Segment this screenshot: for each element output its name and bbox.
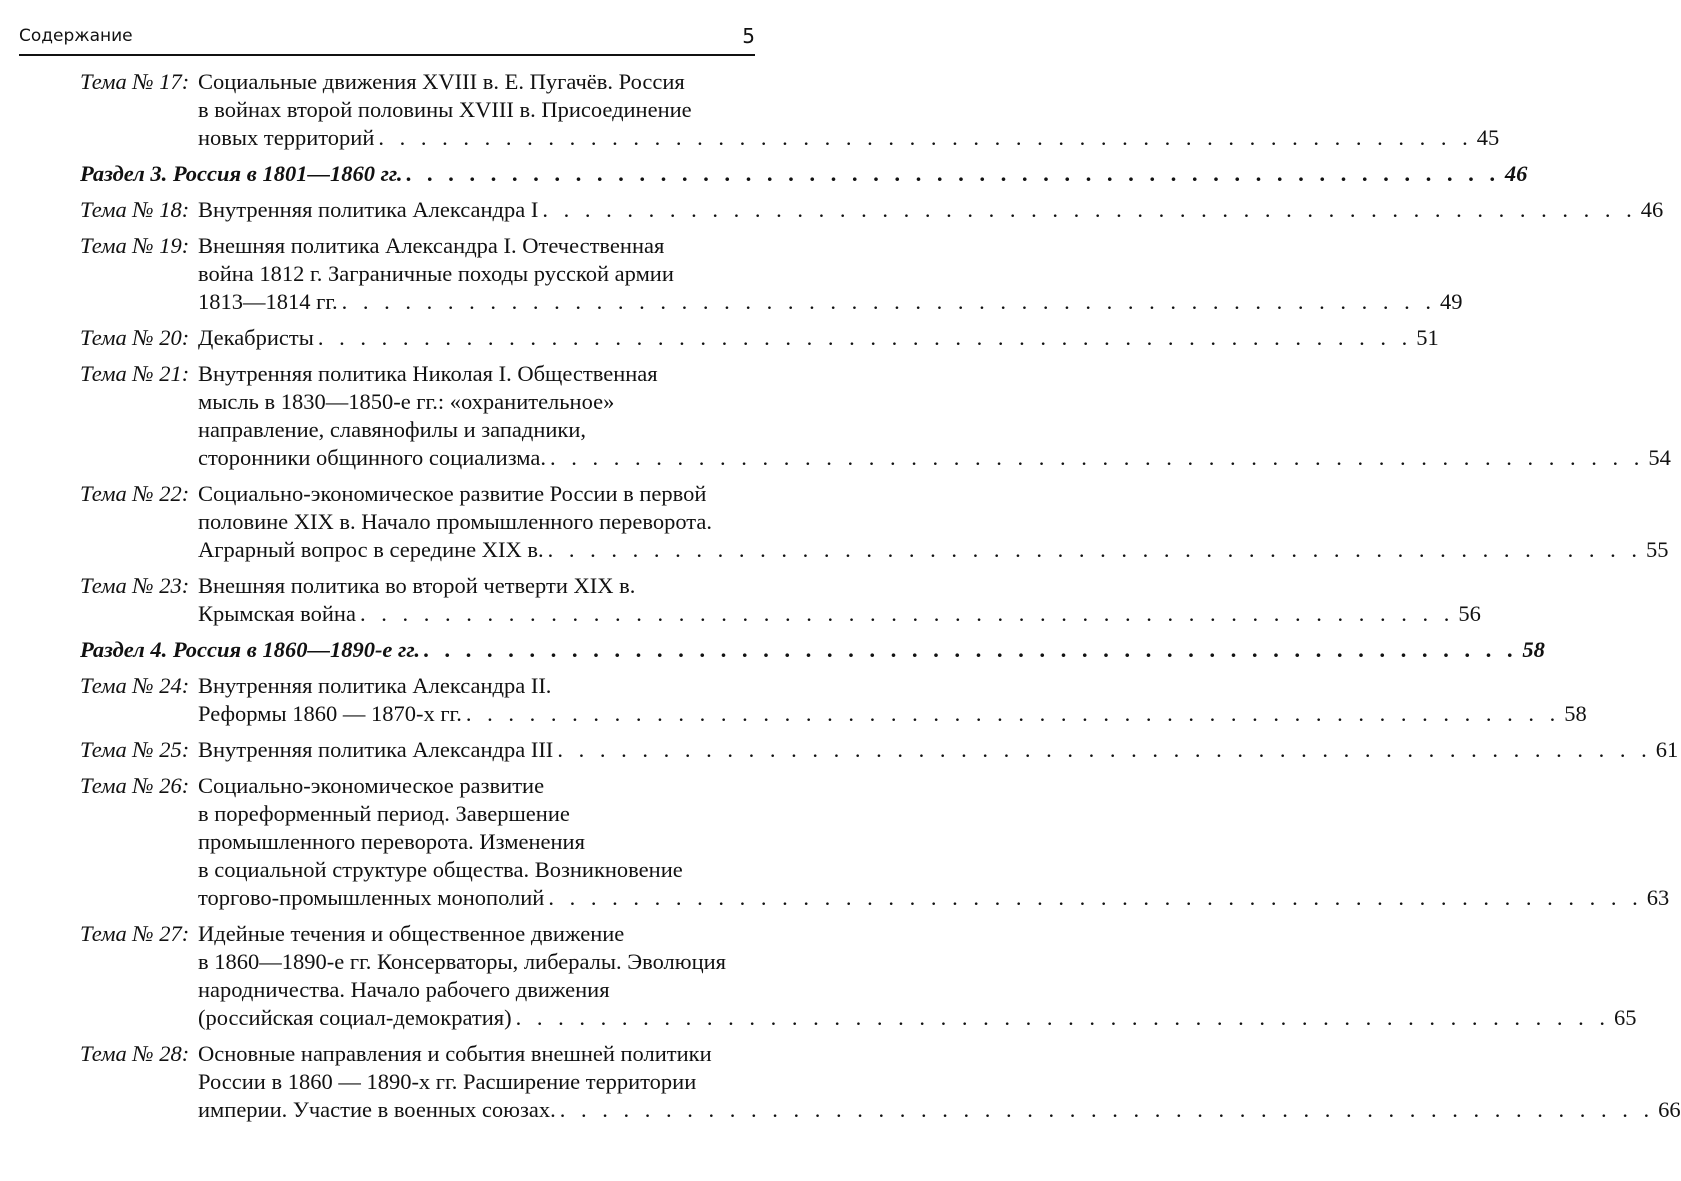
theme-label: Тема № 24:: [80, 673, 190, 698]
theme-text-line: Аграрный вопрос в середине XIX в.: [198, 537, 544, 562]
theme-text-line: Внешняя политика Александра I. Отечественная: [198, 233, 665, 258]
dot-leader: . . . . . . . . . . . . . . . . . . . . . . . . . . . . . . . . . . . . . . . . . . . . . . . . . . . .: [341, 289, 1437, 314]
theme-text-line: в социальной структуре общества. Возникновение: [198, 857, 683, 882]
theme-text-line: Внутренняя политика Александра I: [198, 197, 539, 222]
theme-page-number: 66: [1658, 1097, 1681, 1122]
theme-last-line: [198, 1004, 1637, 1032]
theme-last-line: [198, 444, 1671, 472]
theme-text-line: направление, славянофилы и западники,: [198, 417, 587, 442]
theme-page-number: 65: [1613, 1005, 1637, 1030]
theme-last-line: [198, 288, 1463, 316]
theme-label: Тема № 28:: [80, 1041, 190, 1066]
theme-last-line: [198, 700, 1587, 728]
theme-page-number: 46: [1640, 197, 1664, 222]
toc-theme: [80, 480, 1669, 564]
theme-page-number: 45: [1476, 125, 1500, 150]
toc-section: [80, 636, 1545, 664]
theme-text-line: России в 1860 — 1890-х гг. Расширение территории: [198, 1069, 697, 1094]
theme-body: [198, 324, 1439, 352]
theme-body: [198, 736, 1679, 764]
theme-label: Тема № 18:: [80, 197, 190, 222]
toc-section-line: [80, 160, 1527, 188]
theme-text-line: в пореформенный период. Завершение: [198, 801, 570, 826]
section-page-number: 58: [1522, 637, 1545, 662]
toc-section: [80, 160, 1528, 188]
theme-body: [198, 68, 1500, 152]
toc-theme: [80, 360, 1671, 472]
theme-last-line: [198, 600, 1481, 628]
toc-section-line: [80, 636, 1545, 664]
theme-text-line: война 1812 г. Заграничные походы русской армии: [198, 261, 674, 286]
theme-label: Тема № 20:: [80, 325, 190, 350]
dot-leader: . . . . . . . . . . . . . . . . . . . . . . . . . . . . . . . . . . . . . . . . . . . . . . . . . . . .: [547, 537, 1643, 562]
dot-leader: . . . . . . . . . . . . . . . . . . . . . . . . . . . . . . . . . . . . . . . . . . . . . . . . . . . .: [559, 1097, 1655, 1122]
dot-leader: . . . . . . . . . . . . . . . . . . . . . . . . . . . . . . . . . . . . . . . . . . . . . . . . . . . .: [317, 325, 1413, 350]
dot-leader: . . . . . . . . . . . . . . . . . . . . . . . . . . . . . . . . . . . . . . . . . . . . . . . . . . . .: [515, 1005, 1610, 1030]
theme-last-line: [198, 536, 1669, 564]
theme-page-number: 49: [1440, 289, 1463, 314]
theme-text-line: Крымская война: [198, 601, 356, 626]
dot-leader: . . . . . . . . . . . . . . . . . . . . . . . . . . . . . . . . . . . . . . . . . . . . . . . . . . . .: [423, 637, 1519, 662]
running-head-title: Содержание: [19, 26, 133, 46]
dot-leader: . . . . . . . . . . . . . . . . . . . . . . . . . . . . . . . . . . . . . . . . . . . . . . . . . . . .: [378, 125, 1473, 150]
theme-page-number: 55: [1646, 537, 1669, 562]
theme-page-number: 63: [1646, 885, 1670, 910]
theme-label: Тема № 26:: [80, 773, 190, 798]
dot-leader: . . . . . . . . . . . . . . . . . . . . . . . . . . . . . . . . . . . . . . . . . . . . . . . . . . . .: [557, 737, 1652, 762]
dot-leader: . . . . . . . . . . . . . . . . . . . . . . . . . . . . . . . . . . . . . . . . . . . . . . . . . . . .: [549, 445, 1645, 470]
toc-theme: [80, 672, 1587, 728]
theme-last-line: [198, 196, 1664, 224]
theme-label: Тема № 27:: [80, 921, 190, 946]
theme-label: Тема № 22:: [80, 481, 190, 506]
theme-last-line: [198, 884, 1670, 912]
toc-theme: [80, 68, 1500, 152]
page-number: 5: [742, 24, 755, 48]
theme-text-line: в войнах второй половины XVIII в. Присоединение: [198, 97, 692, 122]
page-header: [19, 24, 755, 56]
theme-text-line: Декабристы: [198, 325, 314, 350]
table-of-contents: [80, 68, 1681, 1132]
theme-body: [198, 480, 1669, 564]
theme-text-line: Реформы 1860 — 1870-х гг.: [198, 701, 462, 726]
theme-page-number: 51: [1416, 325, 1439, 350]
toc-theme: [80, 772, 1670, 912]
theme-label: Тема № 17:: [80, 69, 190, 94]
theme-text-line: Основные направления и события внешней политики: [198, 1041, 712, 1066]
theme-text-line: народничества. Начало рабочего движения: [198, 977, 610, 1002]
section-page-number: 46: [1504, 161, 1528, 186]
dot-leader: . . . . . . . . . . . . . . . . . . . . . . . . . . . . . . . . . . . . . . . . . . . . . . . . . . . .: [465, 701, 1561, 726]
theme-text-line: (российская социал-демократия): [198, 1005, 512, 1030]
theme-body: [198, 232, 1463, 316]
theme-body: [198, 572, 1481, 628]
theme-body: [198, 1040, 1681, 1124]
theme-text-line: Социально-экономическое развитие России в первой: [198, 481, 707, 506]
theme-text-line: Идейные течения и общественное движение: [198, 921, 625, 946]
theme-last-line: [198, 1096, 1681, 1124]
theme-page-number: 61: [1655, 737, 1679, 762]
theme-text-line: Внешняя политика во второй четверти XIX в.: [198, 573, 636, 598]
theme-body: [198, 772, 1670, 912]
theme-page-number: 54: [1648, 445, 1671, 470]
section-title: Раздел 4. Россия в 1860—1890-е гг.: [80, 637, 420, 662]
toc-theme: [80, 196, 1664, 224]
dot-leader: . . . . . . . . . . . . . . . . . . . . . . . . . . . . . . . . . . . . . . . . . . . . . . . . . . . .: [548, 885, 1643, 910]
theme-label: Тема № 23:: [80, 573, 190, 598]
theme-text-line: торгово-промышленных монополий: [198, 885, 545, 910]
theme-text-line: половине XIX в. Начало промышленного переворота.: [198, 509, 713, 534]
theme-text-line: Внутренняя политика Николая I. Общественная: [198, 361, 658, 386]
theme-body: [198, 360, 1671, 472]
theme-body: [198, 920, 1637, 1032]
theme-page-number: 58: [1564, 701, 1587, 726]
theme-last-line: [198, 324, 1439, 352]
theme-last-line: [198, 736, 1679, 764]
toc-theme: [80, 1040, 1681, 1124]
theme-text-line: промышленного переворота. Изменения: [198, 829, 585, 854]
theme-label: Тема № 21:: [80, 361, 190, 386]
theme-text-line: Социально-экономическое развитие: [198, 773, 545, 798]
dot-leader: . . . . . . . . . . . . . . . . . . . . . . . . . . . . . . . . . . . . . . . . . . . . . . . . . . . .: [406, 161, 1501, 186]
theme-text-line: Внутренняя политика Александра III: [198, 737, 554, 762]
toc-theme: [80, 572, 1481, 628]
theme-page-number: 56: [1458, 601, 1481, 626]
toc-theme: [80, 324, 1439, 352]
theme-body: [198, 672, 1587, 728]
toc-theme: [80, 736, 1679, 764]
toc-theme: [80, 920, 1637, 1032]
theme-text-line: сторонники общинного социализма.: [198, 445, 546, 470]
theme-last-line: [198, 124, 1500, 152]
theme-text-line: мысль в 1830—1850-е гг.: «охранительное»: [198, 389, 615, 414]
theme-text-line: Социальные движения XVIII в. Е. Пугачёв. Россия: [198, 69, 685, 94]
dot-leader: . . . . . . . . . . . . . . . . . . . . . . . . . . . . . . . . . . . . . . . . . . . . . . . . . . . .: [359, 601, 1455, 626]
theme-text-line: в 1860—1890-е гг. Консерваторы, либералы. Эволюция: [198, 949, 727, 974]
theme-text-line: новых территорий: [198, 125, 375, 150]
theme-text-line: 1813—1814 гг.: [198, 289, 338, 314]
section-title: Раздел 3. Россия в 1801—1860 гг.: [80, 161, 403, 186]
toc-theme: [80, 232, 1463, 316]
theme-text-line: Внутренняя политика Александра II.: [198, 673, 552, 698]
theme-body: [198, 196, 1664, 224]
theme-label: Тема № 25:: [80, 737, 190, 762]
theme-text-line: империи. Участие в военных союзах.: [198, 1097, 556, 1122]
dot-leader: . . . . . . . . . . . . . . . . . . . . . . . . . . . . . . . . . . . . . . . . . . . . . . . . . . . .: [542, 197, 1637, 222]
theme-label: Тема № 19:: [80, 233, 190, 258]
